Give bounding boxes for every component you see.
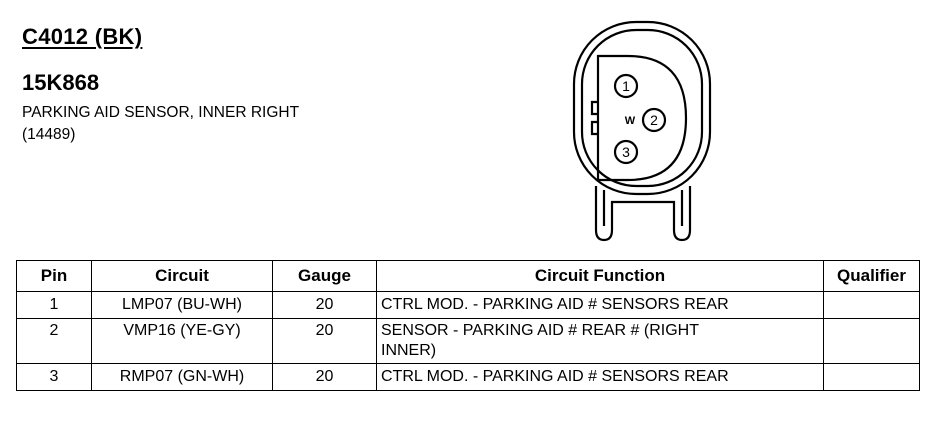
table-row — [17, 319, 920, 364]
table-row — [17, 292, 920, 319]
housing-outer — [574, 22, 710, 194]
header-pin: Pin — [17, 261, 92, 292]
pin-2-label: 2 — [650, 112, 658, 128]
cell-gauge: 20 — [273, 319, 377, 364]
cell-gauge: 20 — [273, 292, 377, 319]
pinout-table — [16, 260, 920, 391]
header-circuit-function: Circuit Function — [377, 261, 824, 292]
cell-function — [377, 319, 824, 364]
cell-pin: 2 — [17, 319, 92, 364]
cell-function: CTRL MOD. - PARKING AID # SENSORS REAR — [377, 364, 824, 391]
cell-function-line-1: SENSOR - PARKING AID # REAR # (RIGHT — [381, 322, 699, 339]
header-qualifier: Qualifier — [824, 261, 920, 292]
description-line-2: (14489) — [22, 126, 76, 143]
cell-pin: 3 — [17, 364, 92, 391]
key-label: W — [624, 115, 636, 127]
cell-qualifier — [824, 364, 920, 391]
connector-face-diagram — [568, 18, 718, 244]
cell-qualifier — [824, 292, 920, 319]
cell-circuit: LMP07 (BU-WH) — [92, 292, 273, 319]
table-header-row — [17, 261, 920, 292]
cell-qualifier — [824, 319, 920, 364]
cell-gauge: 20 — [273, 364, 377, 391]
cell-function: CTRL MOD. - PARKING AID # SENSORS REAR — [377, 292, 824, 319]
connector-description — [22, 102, 299, 146]
pin-cavity — [598, 56, 686, 180]
cell-circuit: VMP16 (YE-GY) — [92, 319, 273, 364]
header-circuit: Circuit — [92, 261, 273, 292]
pin-3-label: 3 — [622, 144, 630, 160]
description-line-1: PARKING AID SENSOR, INNER RIGHT — [22, 104, 300, 121]
cell-pin: 1 — [17, 292, 92, 319]
cell-function-line-2: INNER) — [381, 342, 437, 359]
connector-id: C4012 (BK) — [22, 24, 143, 49]
cell-circuit: RMP07 (GN-WH) — [92, 364, 273, 391]
pin-1-label: 1 — [622, 78, 630, 94]
header-gauge: Gauge — [273, 261, 377, 292]
table-row — [17, 364, 920, 391]
part-number: 15K868 — [22, 70, 100, 95]
housing-inner — [582, 30, 702, 186]
